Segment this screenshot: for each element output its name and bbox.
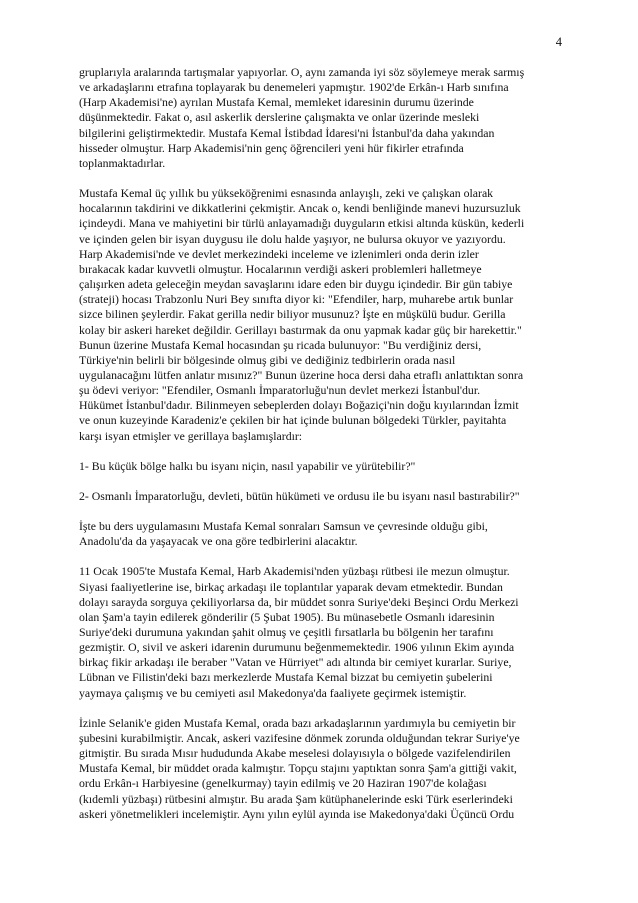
text-line: İzinle Selanik'e giden Mustafa Kemal, orada bazı arkadaşlarının yardımıyla bu cemiyetin bir (79, 715, 516, 730)
text-line: (strateji) hocası Trabzonlu Nuri Bey sınıfta diyor ki: "Efendiler, harp, muharebe artık bunlar (79, 292, 514, 307)
text-line: gezmiştir. O, sivil ve askeri idarenin durumunu beğenmemektedir. 1906 yılının Ekim ayında (79, 640, 515, 655)
paragraph (79, 186, 569, 444)
text-line: şu ödevi veriyor: "Efendiler, Osmanlı İmparatorluğu'nun devlet merkezi İstanbul'dur. (79, 383, 481, 398)
text-line: yaymaya çalışmış ve bu cemiyeti asıl Makedonya'da faaliyete geçirmek istemiştir. (79, 685, 467, 700)
text-line: İşte bu ders uygulamasını Mustafa Kemal sonraları Samsun ve çevresinde olduğu gibi, (79, 519, 488, 534)
text-line: Anadolu'da da yaşayacak ve ona göre tedbirlerini alacaktır. (79, 534, 358, 549)
text-line: kolay bir askeri hareket değildir. Gerillayı bastırmak da onu yapmak kadar güç bir harekettir." (79, 322, 522, 337)
text-line: Harp Akademisi'nde ve devlet merkezindeki inceleme ve izlenimleri onda derin izler (79, 246, 479, 261)
text-line: ordu Erkân-ı Harbiyesine (genelkurmay) tayin edilmiş ve 20 Haziran 1907'de kolağası (79, 776, 487, 791)
paragraph (79, 716, 569, 822)
text-line: (Harp Akademisi'ne) ayrılan Mustafa Kemal, memleket idaresinin durumu üzerinde (79, 95, 474, 110)
text-line: karşı isyan etmişler ve gerillaya başlamışlardır: (79, 428, 303, 443)
text-line: ve onun kuzeyinde Karadeniz'e çekilen bir hat içinde bulunan bölgedeki Türkler, payitahta (79, 413, 507, 428)
text-line: 2- Osmanlı İmparatorluğu, devleti, bütün hükümeti ve ordusu ile bu isyanı nasıl bastırabilir?" (79, 488, 520, 503)
document-body (79, 65, 569, 837)
text-line: olan Şam'a tayin edilerek gönderilir (5 Şubat 1905). Bu münasebetle Osmanlı idaresinin (79, 609, 495, 624)
text-line: 11 Ocak 1905'te Mustafa Kemal, Harb Akademisi'nden yüzbaşı rütbesi ile mezun olmuştur. (79, 564, 510, 579)
text-line: çalışırken adeta geleceğin meydan savaşlarını idare eden bir duygu içindedir. Bir gün tabiye (79, 277, 513, 292)
text-line: ve içinden gelen bir isyan duygusu ile dolu halde yaşıyor, ne bulursa okuyor ve yazıyordu. (79, 231, 506, 246)
text-line: şubesini kurabilmiştir. Ancak, askeri vazifesine dönmek zorunda olduğundan tekrar Suriye'ye (79, 730, 520, 745)
text-line: birkaç fikir arkadaşı ile beraber "Vatan ve Hürriyet" adı altında bir cemiyet kurarlar. Suriye, (79, 655, 512, 670)
text-line: dolayı sarayda sorguya çekiliyorlarsa da, bir müddet sonra Suriye'deki Beşinci Ordu Merkezi (79, 594, 519, 609)
text-line: Lübnan ve Filistin'deki bazı merkezlerde Mustafa Kemal bizzat bu cemiyetin şubelerini (79, 670, 493, 685)
text-line: sizce bilinen şeylerdir. Fakat gerilla nedir biliyor musunuz? İşte en müşkülü budur. Gerilla (79, 307, 506, 322)
text-line: bırakacak kadar kuvvetli olmuştur. Hocalarının verdiği askeri problemleri halletmeye (79, 261, 482, 276)
text-line: bilgilerini geliştirmektedir. Mustafa Kemal İstibdad İdaresi'ni İstanbul'da daha yakından (79, 125, 495, 140)
text-line: askeri yönetmelikleri incelemiştir. Aynı yılın eylül ayında ise Makedonya'daki Üçüncü Ordu (79, 806, 515, 821)
text-line: içindeydi. Mana ve mahiyetini bir türlü anlayamadığı duyguların etkisi altında küskün, kederli (79, 216, 525, 231)
paragraph (79, 489, 569, 504)
text-line: uygulanacağını lütfen anlatır mısınız?" Bunun üzerine hoca dersi daha etraflı anlattıktan sonra (79, 367, 524, 382)
text-line: Türkiye'nin belirli bir bölgesinde olmuş gibi ve dediğiniz tedbirlerin orada nasıl (79, 352, 456, 367)
text-line: (kıdemli yüzbaşı) rütbesini almıştır. Bu arada Şam kütüphanelerinde eski Türk eserlerindeki (79, 791, 513, 806)
text-line: 1- Bu küçük bölge halkı bu isyanı niçin, nasıl yapabilir ve yürütebilir?" (79, 458, 416, 473)
paragraph (79, 459, 569, 474)
text-line: Hükümet İstanbul'dadır. Bilinmeyen sebeplerden dolayı Boğaziçi'nin doğu kıyılarından İzmit (79, 398, 519, 413)
page-number: 4 (555, 35, 562, 49)
paragraph (79, 564, 569, 700)
text-line: toplanmaktadırlar. (79, 155, 166, 170)
paragraph (79, 519, 569, 549)
text-line: Siyasi faaliyetlerine ise, birkaç arkadaşı ile toplantılar yaparak devam etmektedir. Bundan (79, 579, 503, 594)
paragraph (79, 65, 569, 171)
text-line: hisseder olmuştur. Harp Akademisi'nin genç öğrencileri yeni hür fikirler etrafında (79, 140, 464, 155)
text-line: düşünmektedir. Fakat o, asıl askerlik derslerine çalışmakta ve onlar üzerinde mesleki (79, 110, 480, 125)
text-line: Mustafa Kemal üç yıllık bu yükseköğrenimi esnasında anlayışlı, zeki ve çalışkan olarak (79, 186, 494, 201)
text-line: Bunun üzerine Mustafa Kemal hocasından şu ricada bulunuyor: "Bu verdiğiniz dersi, (79, 337, 482, 352)
text-line: Suriye'deki durumuna yakından şahit olmuş ve çeşitli fırsatlarla bu bölgenin her tarafını (79, 625, 494, 639)
text-line: ve arkadaşlarını etrafına toplayarak bu denemeleri yapmıştır. 1902'de Erkân-ı Harb sınıfına (79, 80, 509, 95)
text-line: hocalarının takdirini ve dikkatlerini çekmiştir. Ancak o, kendi benliğinde manevi huzursuzluk (79, 201, 521, 216)
text-line: Mustafa Kemal, bir müddet orada kalmıştır. Topçu stajını yaptıktan sonra Şam'a gittiği vakit, (79, 761, 517, 776)
text-line: gruplarıyla aralarında tartışmalar yapıyorlar. O, aynı zamanda iyi söz söylemeye merak sarmış (79, 65, 525, 79)
text-line: gitmiştir. Bu sırada Mısır hududunda Akabe meselesi dolayısıyla o bölgede vazifelendirilen (79, 746, 511, 761)
